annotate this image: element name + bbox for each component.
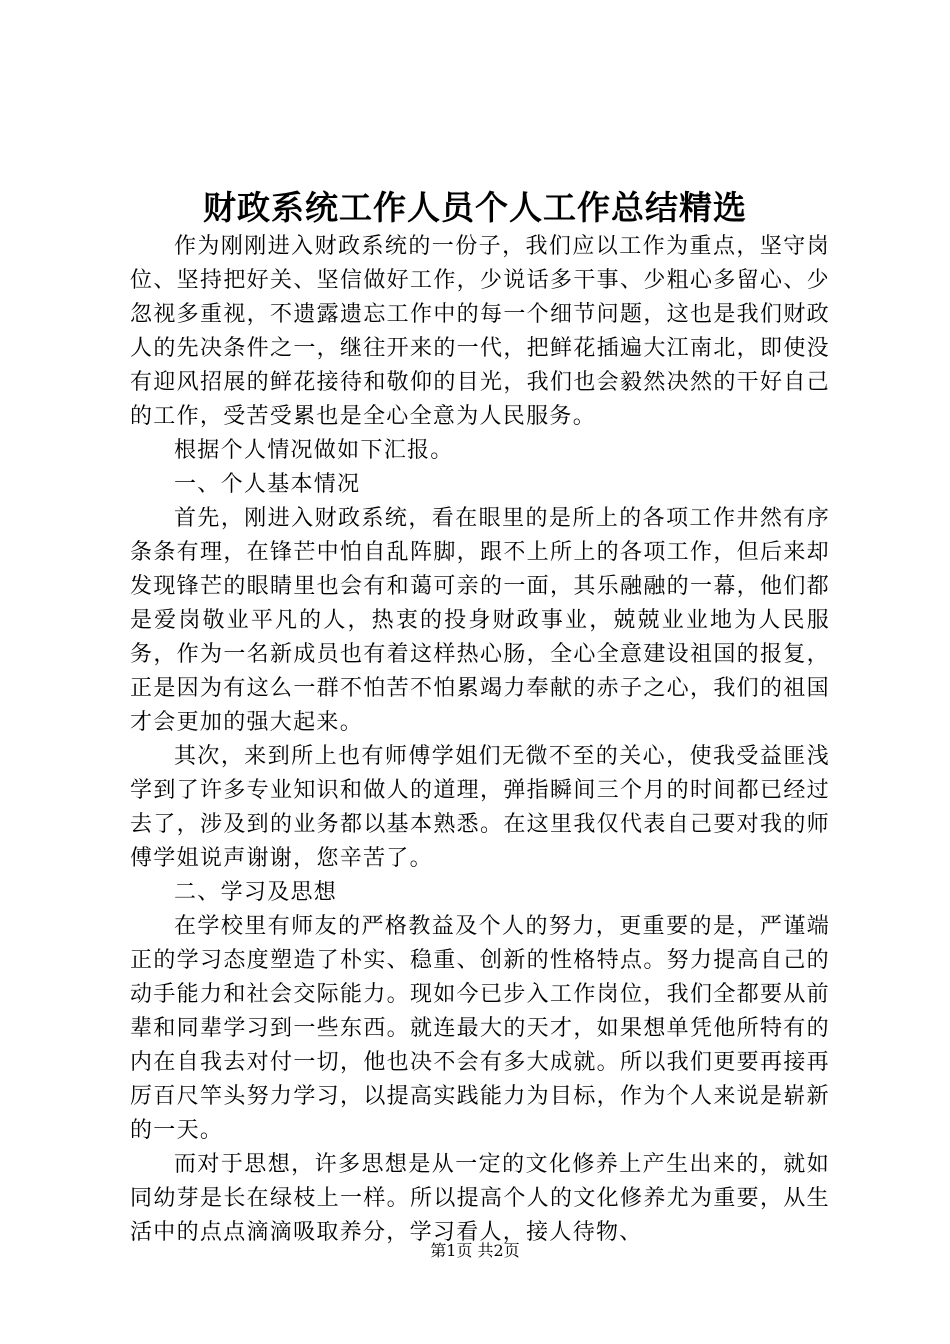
- paragraph-thought: 而对于思想，许多思想是从一定的文化修养上产生出来的，就如同幼芽是长在绿枝上一样。所以提高个人的文化修养尤为重要，从生活中的点点滴滴吸取养分，学习看人，接人待物、: [130, 1152, 830, 1245]
- page-number: 第1页 共2页: [430, 1241, 520, 1260]
- document-body: [130, 230, 830, 1250]
- document-title: 财政系统工作人员个人工作总结精选: [203, 188, 747, 227]
- paragraph-report-note: 根据个人情况做如下汇报。: [174, 438, 454, 463]
- section-heading-basic-info: 一、个人基本情况: [174, 472, 361, 497]
- paragraph-first: 首先，刚进入财政系统，看在眼里的是所上的各项工作井然有序条条有理，在锋芒中怕自乱阵脚，跟不上所上的各项工作，但后来却发现锋芒的眼睛里也会有和蔼可亲的一面，其乐融融的一幕，他们都是爱岗敬业平凡的人，热衷的投身财政事业，兢兢业业地为人民服务，作为一名新成员也有着这样热心肠，全心全意建设祖国的报复，正是因为有这么一群不怕苦不怕累竭力奉献的赤子之心，我们的祖国才会更加的强大起来。: [130, 506, 830, 735]
- paragraph-second: 其次，来到所上也有师傅学姐们无微不至的关心，使我受益匪浅学到了许多专业知识和做人的道理，弹指瞬间三个月的时间都已经过去了，涉及到的业务都以基本熟悉。在这里我仅代表自己要对我的师傅学姐说声谢谢，您辛苦了。: [130, 744, 830, 871]
- paragraph-intro: 作为刚刚进入财政系统的一份子，我们应以工作为重点，坚守岗位、坚持把好关、坚信做好工作，少说话多干事、少粗心多留心、少忽视多重视，不遗露遗忘工作中的每一个细节问题，这也是我们财政人的先决条件之一，继往开来的一代，把鲜花插遍大江南北，即使没有迎风招展的鲜花接待和敬仰的目光，我们也会毅然决然的干好自己的工作，受苦受累也是全心全意为人民服务。: [130, 234, 830, 429]
- section-heading-study: 二、学习及思想: [174, 880, 338, 905]
- paragraph-study: 在学校里有师友的严格教益及个人的努力，更重要的是，严谨端正的学习态度塑造了朴实、稳重、创新的性格特点。努力提高自己的动手能力和社会交际能力。现如今已步入工作岗位，我们全都要从前辈和同辈学习到一些东西。就连最大的天才，如果想单凭他所特有的内在自我去对付一切，他也决不会有多大成就。所以我们更要再接再厉百尺竿头努力学习，以提高实践能力为目标，作为个人来说是崭新的一天。: [130, 914, 830, 1143]
